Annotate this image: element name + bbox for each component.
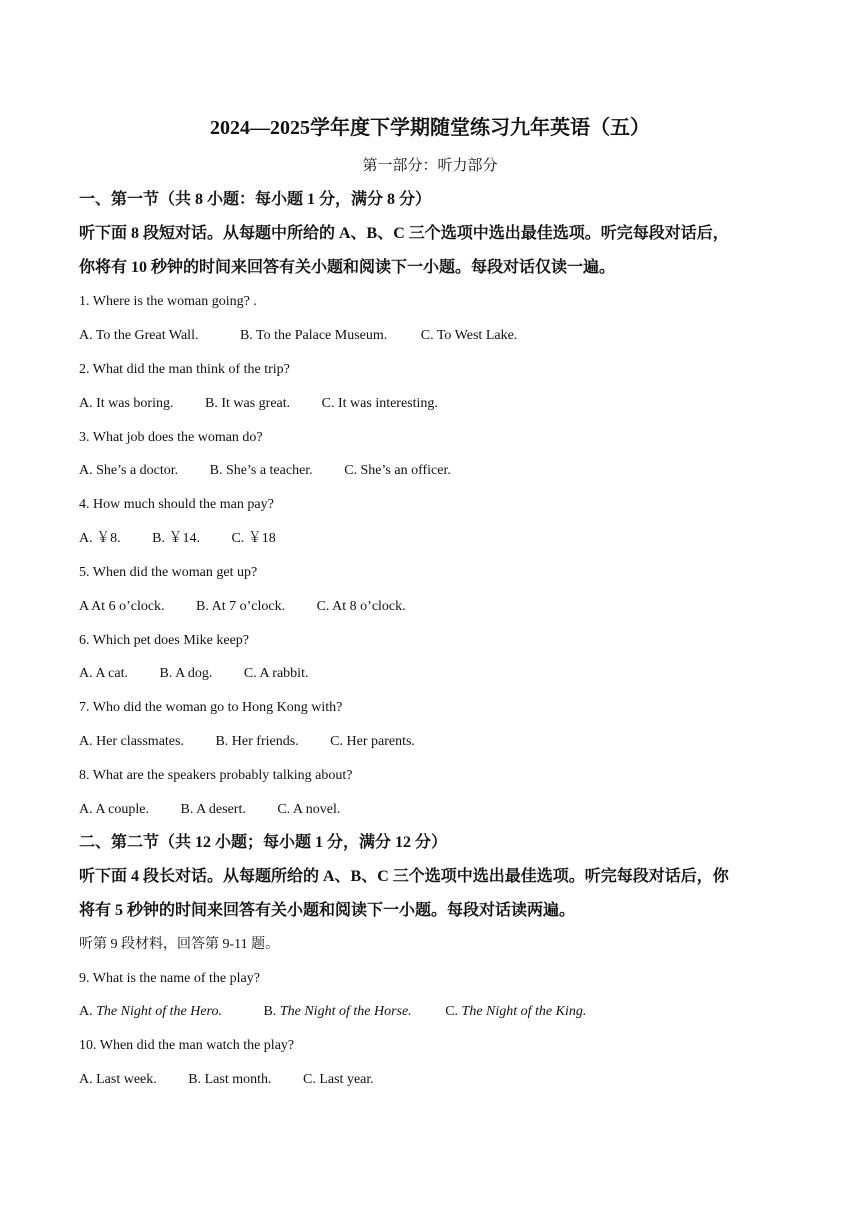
q10-option-b: B. Last month. bbox=[188, 1072, 272, 1087]
question-6-options bbox=[79, 663, 308, 685]
q9-option-a-letter: A. bbox=[79, 1004, 97, 1019]
section1-instruction-line1: 听下面 8 段短对话。从每题中所给的 A、B、C 三个选项中选出最佳选项。听完每段对话后， bbox=[79, 225, 729, 242]
q9-option-b bbox=[264, 1001, 412, 1023]
section2-instruction-line1: 听下面 4 段长对话。从每题所给的 A、B、C 三个选项中选出最佳选项。听完每段对话后，你 bbox=[79, 868, 729, 885]
q9-option-c-letter: C. bbox=[445, 1004, 462, 1019]
q7-option-b: B. Her friends. bbox=[215, 734, 299, 749]
question-3-options bbox=[79, 460, 451, 482]
material-note: 听第 9 段材料，回答第 9-11 题。 bbox=[79, 937, 280, 952]
section2-heading: 二、第二节（共 12 小题；每小题 1 分，满分 12 分） bbox=[79, 834, 448, 851]
question-7-options bbox=[79, 731, 415, 753]
q6-option-a: A. A cat. bbox=[79, 666, 128, 681]
q3-option-c: C. She’s an officer. bbox=[344, 463, 451, 478]
q9-option-b-text: The Night of the Horse. bbox=[279, 1004, 412, 1019]
section1-instruction-line2: 你将有 10 秒钟的时间来回答有关小题和阅读下一小题。每段对话仅读一遍。 bbox=[79, 259, 616, 276]
question-10-options bbox=[79, 1069, 374, 1091]
question-2: 2. What did the man think of the trip? bbox=[79, 362, 290, 377]
q6-option-b: B. A dog. bbox=[159, 666, 213, 681]
q3-option-b: B. She’s a teacher. bbox=[209, 463, 313, 478]
question-9: 9. What is the name of the play? bbox=[79, 971, 260, 986]
question-5-options bbox=[79, 596, 406, 618]
q10-option-a: A. Last week. bbox=[79, 1072, 157, 1087]
q3-option-a: A. She’s a doctor. bbox=[79, 463, 179, 478]
q2-option-c: C. It was interesting. bbox=[321, 396, 438, 411]
q2-option-a: A. It was boring. bbox=[79, 396, 174, 411]
q7-option-c: C. Her parents. bbox=[330, 734, 415, 749]
q4-option-b: B. ￥14. bbox=[152, 531, 200, 546]
q8-option-c: C. A novel. bbox=[277, 802, 341, 817]
q9-option-c-text: The Night of the King. bbox=[461, 1004, 587, 1019]
question-2-options bbox=[79, 393, 438, 415]
page-title: 2024—2025学年度下学期随堂练习九年英语（五） bbox=[210, 117, 650, 139]
q9-option-a bbox=[79, 1001, 222, 1023]
page-subtitle: 第一部分：听力部分 bbox=[362, 158, 498, 174]
q5-option-a: A At 6 o’clock. bbox=[79, 599, 165, 614]
question-5: 5. When did the woman get up? bbox=[79, 565, 258, 580]
question-1: 1. Where is the woman going? . bbox=[79, 294, 257, 309]
q5-option-b: B. At 7 o’clock. bbox=[196, 599, 286, 614]
q1-option-c: C. To West Lake. bbox=[420, 328, 518, 343]
q9-option-b-letter: B. bbox=[263, 1004, 280, 1019]
section1-heading: 一、第一节（共 8 小题：每小题 1 分，满分 8 分） bbox=[79, 191, 432, 208]
q1-option-b: B. To the Palace Museum. bbox=[239, 328, 388, 343]
question-1-options bbox=[79, 325, 517, 347]
q6-option-c: C. A rabbit. bbox=[243, 666, 309, 681]
question-3: 3. What job does the woman do? bbox=[79, 430, 263, 445]
q4-option-c: C. ￥18 bbox=[231, 531, 276, 546]
q8-option-b: B. A desert. bbox=[180, 802, 246, 817]
question-6: 6. Which pet does Mike keep? bbox=[79, 633, 250, 648]
q10-option-c: C. Last year. bbox=[303, 1072, 374, 1087]
question-8: 8. What are the speakers probably talking about? bbox=[79, 768, 353, 783]
q7-option-a: A. Her classmates. bbox=[79, 734, 184, 749]
q9-option-c bbox=[445, 1001, 586, 1023]
question-9-options bbox=[79, 1001, 586, 1023]
q5-option-c: C. At 8 o’clock. bbox=[316, 599, 406, 614]
q8-option-a: A. A couple. bbox=[79, 802, 149, 817]
question-4-options bbox=[79, 528, 276, 550]
q1-option-a: A. To the Great Wall. bbox=[79, 328, 199, 343]
question-10: 10. When did the man watch the play? bbox=[79, 1038, 295, 1053]
q4-option-a: A. ￥8. bbox=[79, 531, 121, 546]
question-8-options bbox=[79, 799, 340, 821]
question-7: 7. Who did the woman go to Hong Kong with? bbox=[79, 700, 343, 715]
q9-option-a-text: The Night of the Hero. bbox=[96, 1004, 222, 1019]
q2-option-b: B. It was great. bbox=[205, 396, 291, 411]
section2-instruction-line2: 将有 5 秒钟的时间来回答有关小题和阅读下一小题。每段对话读两遍。 bbox=[79, 902, 576, 919]
question-4: 4. How much should the man pay? bbox=[79, 497, 274, 512]
